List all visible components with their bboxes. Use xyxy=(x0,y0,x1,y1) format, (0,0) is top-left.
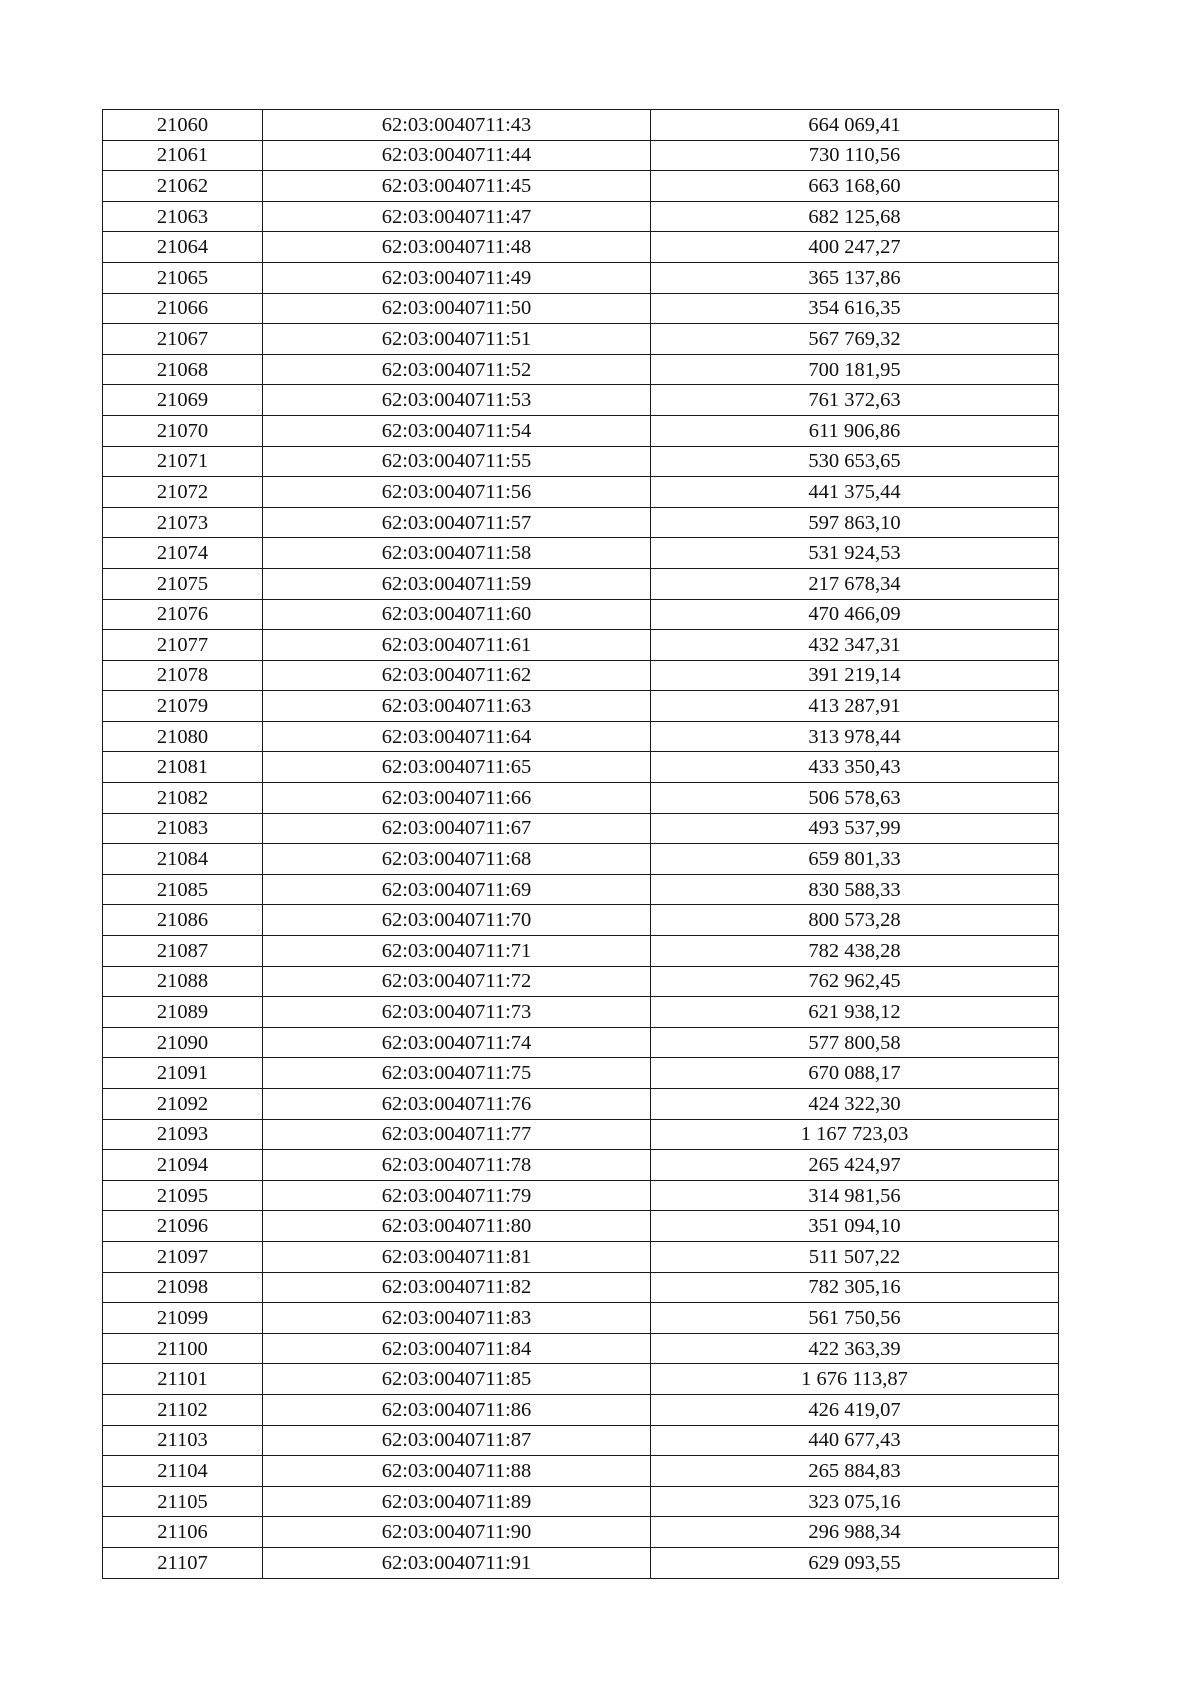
table-row xyxy=(103,1547,1059,1578)
cadastral-number-cell: 62:03:0040711:71 xyxy=(263,936,651,967)
cadastral-number-cell: 62:03:0040711:88 xyxy=(263,1456,651,1487)
cadastral-value-cell: 351 094,10 xyxy=(651,1211,1059,1242)
row-number-cell: 21064 xyxy=(103,232,263,263)
table-row xyxy=(103,171,1059,202)
table-row xyxy=(103,568,1059,599)
cadastral-value-cell: 530 653,65 xyxy=(651,446,1059,477)
cadastral-value-cell: 422 363,39 xyxy=(651,1333,1059,1364)
row-number-cell: 21104 xyxy=(103,1456,263,1487)
cadastral-number-cell: 62:03:0040711:68 xyxy=(263,844,651,875)
table-row xyxy=(103,538,1059,569)
row-number-cell: 21088 xyxy=(103,966,263,997)
cadastral-value-cell: 365 137,86 xyxy=(651,262,1059,293)
row-number-cell: 21080 xyxy=(103,721,263,752)
table-row xyxy=(103,232,1059,263)
table-row xyxy=(103,1272,1059,1303)
cadastral-number-cell: 62:03:0040711:53 xyxy=(263,385,651,416)
cadastral-value-cell: 354 616,35 xyxy=(651,293,1059,324)
cadastral-number-cell: 62:03:0040711:79 xyxy=(263,1180,651,1211)
cadastral-value-cell: 782 438,28 xyxy=(651,936,1059,967)
table-row xyxy=(103,813,1059,844)
cadastral-value-cell: 391 219,14 xyxy=(651,660,1059,691)
cadastral-value-cell: 265 884,83 xyxy=(651,1456,1059,1487)
cadastral-value-cell: 1 167 723,03 xyxy=(651,1119,1059,1150)
cadastral-value-cell: 296 988,34 xyxy=(651,1517,1059,1548)
table-row xyxy=(103,507,1059,538)
table-row xyxy=(103,752,1059,783)
cadastral-value-cell: 682 125,68 xyxy=(651,201,1059,232)
cadastral-number-cell: 62:03:0040711:62 xyxy=(263,660,651,691)
row-number-cell: 21061 xyxy=(103,140,263,171)
row-number-cell: 21066 xyxy=(103,293,263,324)
table-row xyxy=(103,874,1059,905)
cadastral-number-cell: 62:03:0040711:81 xyxy=(263,1241,651,1272)
cadastral-number-cell: 62:03:0040711:70 xyxy=(263,905,651,936)
cadastral-number-cell: 62:03:0040711:72 xyxy=(263,966,651,997)
cadastral-value-cell: 470 466,09 xyxy=(651,599,1059,630)
cadastral-number-cell: 62:03:0040711:55 xyxy=(263,446,651,477)
cadastral-value-cell: 424 322,30 xyxy=(651,1089,1059,1120)
cadastral-number-cell: 62:03:0040711:43 xyxy=(263,110,651,141)
cadastral-number-cell: 62:03:0040711:73 xyxy=(263,997,651,1028)
cadastral-number-cell: 62:03:0040711:57 xyxy=(263,507,651,538)
cadastral-value-cell: 433 350,43 xyxy=(651,752,1059,783)
row-number-cell: 21092 xyxy=(103,1089,263,1120)
row-number-cell: 21090 xyxy=(103,1027,263,1058)
row-number-cell: 21103 xyxy=(103,1425,263,1456)
cadastral-value-cell: 577 800,58 xyxy=(651,1027,1059,1058)
cadastral-value-cell: 413 287,91 xyxy=(651,691,1059,722)
cadastral-number-cell: 62:03:0040711:84 xyxy=(263,1333,651,1364)
cadastral-number-cell: 62:03:0040711:49 xyxy=(263,262,651,293)
cadastral-value-cell: 659 801,33 xyxy=(651,844,1059,875)
cadastral-value-cell: 700 181,95 xyxy=(651,354,1059,385)
cadastral-number-cell: 62:03:0040711:56 xyxy=(263,477,651,508)
row-number-cell: 21096 xyxy=(103,1211,263,1242)
table-row xyxy=(103,660,1059,691)
cadastral-value-cell: 629 093,55 xyxy=(651,1547,1059,1578)
row-number-cell: 21084 xyxy=(103,844,263,875)
table-row xyxy=(103,630,1059,661)
cadastral-number-cell: 62:03:0040711:90 xyxy=(263,1517,651,1548)
cadastral-number-cell: 62:03:0040711:76 xyxy=(263,1089,651,1120)
cadastral-number-cell: 62:03:0040711:58 xyxy=(263,538,651,569)
row-number-cell: 21062 xyxy=(103,171,263,202)
row-number-cell: 21086 xyxy=(103,905,263,936)
row-number-cell: 21089 xyxy=(103,997,263,1028)
table-row xyxy=(103,691,1059,722)
row-number-cell: 21060 xyxy=(103,110,263,141)
table-row xyxy=(103,721,1059,752)
table-row xyxy=(103,262,1059,293)
cadastral-number-cell: 62:03:0040711:61 xyxy=(263,630,651,661)
cadastral-value-cell: 440 677,43 xyxy=(651,1425,1059,1456)
cadastral-number-cell: 62:03:0040711:67 xyxy=(263,813,651,844)
cadastral-value-cell: 663 168,60 xyxy=(651,171,1059,202)
table-row xyxy=(103,1394,1059,1425)
table-row xyxy=(103,1364,1059,1395)
cadastral-value-cell: 217 678,34 xyxy=(651,568,1059,599)
cadastral-value-cell: 426 419,07 xyxy=(651,1394,1059,1425)
row-number-cell: 21078 xyxy=(103,660,263,691)
cadastral-value-cell: 670 088,17 xyxy=(651,1058,1059,1089)
row-number-cell: 21083 xyxy=(103,813,263,844)
table-row xyxy=(103,936,1059,967)
row-number-cell: 21065 xyxy=(103,262,263,293)
table-row xyxy=(103,1333,1059,1364)
cadastral-number-cell: 62:03:0040711:66 xyxy=(263,783,651,814)
cadastral-number-cell: 62:03:0040711:89 xyxy=(263,1486,651,1517)
table-body xyxy=(103,110,1059,1579)
cadastral-value-cell: 611 906,86 xyxy=(651,415,1059,446)
cadastral-number-cell: 62:03:0040711:87 xyxy=(263,1425,651,1456)
row-number-cell: 21063 xyxy=(103,201,263,232)
cadastral-number-cell: 62:03:0040711:91 xyxy=(263,1547,651,1578)
row-number-cell: 21105 xyxy=(103,1486,263,1517)
row-number-cell: 21073 xyxy=(103,507,263,538)
table-row xyxy=(103,1303,1059,1334)
cadastral-value-cell: 730 110,56 xyxy=(651,140,1059,171)
cadastral-value-cell: 762 962,45 xyxy=(651,966,1059,997)
cadastral-number-cell: 62:03:0040711:60 xyxy=(263,599,651,630)
row-number-cell: 21091 xyxy=(103,1058,263,1089)
cadastral-value-cell: 531 924,53 xyxy=(651,538,1059,569)
cadastral-value-table xyxy=(102,109,1059,1579)
table-row xyxy=(103,1486,1059,1517)
table-row xyxy=(103,446,1059,477)
table-row xyxy=(103,966,1059,997)
row-number-cell: 21077 xyxy=(103,630,263,661)
table-row xyxy=(103,1027,1059,1058)
row-number-cell: 21082 xyxy=(103,783,263,814)
table-row xyxy=(103,1150,1059,1181)
row-number-cell: 21075 xyxy=(103,568,263,599)
cadastral-value-cell: 506 578,63 xyxy=(651,783,1059,814)
row-number-cell: 21102 xyxy=(103,1394,263,1425)
table-row xyxy=(103,1058,1059,1089)
cadastral-value-cell: 493 537,99 xyxy=(651,813,1059,844)
cadastral-number-cell: 62:03:0040711:77 xyxy=(263,1119,651,1150)
cadastral-number-cell: 62:03:0040711:74 xyxy=(263,1027,651,1058)
table-row xyxy=(103,1425,1059,1456)
cadastral-number-cell: 62:03:0040711:44 xyxy=(263,140,651,171)
cadastral-number-cell: 62:03:0040711:83 xyxy=(263,1303,651,1334)
cadastral-number-cell: 62:03:0040711:45 xyxy=(263,171,651,202)
cadastral-value-cell: 597 863,10 xyxy=(651,507,1059,538)
table-row xyxy=(103,140,1059,171)
table-row xyxy=(103,1180,1059,1211)
row-number-cell: 21081 xyxy=(103,752,263,783)
table-row xyxy=(103,1517,1059,1548)
row-number-cell: 21098 xyxy=(103,1272,263,1303)
cadastral-value-cell: 432 347,31 xyxy=(651,630,1059,661)
table-row xyxy=(103,1211,1059,1242)
cadastral-value-cell: 314 981,56 xyxy=(651,1180,1059,1211)
cadastral-number-cell: 62:03:0040711:82 xyxy=(263,1272,651,1303)
table-row xyxy=(103,1241,1059,1272)
cadastral-value-cell: 567 769,32 xyxy=(651,324,1059,355)
table-row xyxy=(103,354,1059,385)
table-row xyxy=(103,477,1059,508)
cadastral-number-cell: 62:03:0040711:59 xyxy=(263,568,651,599)
table-row xyxy=(103,385,1059,416)
cadastral-number-cell: 62:03:0040711:78 xyxy=(263,1150,651,1181)
cadastral-value-cell: 1 676 113,87 xyxy=(651,1364,1059,1395)
cadastral-number-cell: 62:03:0040711:50 xyxy=(263,293,651,324)
cadastral-number-cell: 62:03:0040711:63 xyxy=(263,691,651,722)
cadastral-value-cell: 400 247,27 xyxy=(651,232,1059,263)
row-number-cell: 21067 xyxy=(103,324,263,355)
cadastral-value-cell: 800 573,28 xyxy=(651,905,1059,936)
row-number-cell: 21069 xyxy=(103,385,263,416)
cadastral-number-cell: 62:03:0040711:54 xyxy=(263,415,651,446)
cadastral-value-cell: 561 750,56 xyxy=(651,1303,1059,1334)
table-row xyxy=(103,1119,1059,1150)
row-number-cell: 21076 xyxy=(103,599,263,630)
table-row xyxy=(103,599,1059,630)
row-number-cell: 21094 xyxy=(103,1150,263,1181)
row-number-cell: 21101 xyxy=(103,1364,263,1395)
cadastral-value-cell: 265 424,97 xyxy=(651,1150,1059,1181)
cadastral-number-cell: 62:03:0040711:47 xyxy=(263,201,651,232)
table-row xyxy=(103,1456,1059,1487)
row-number-cell: 21079 xyxy=(103,691,263,722)
row-number-cell: 21099 xyxy=(103,1303,263,1334)
cadastral-number-cell: 62:03:0040711:80 xyxy=(263,1211,651,1242)
cadastral-value-cell: 313 978,44 xyxy=(651,721,1059,752)
cadastral-number-cell: 62:03:0040711:48 xyxy=(263,232,651,263)
row-number-cell: 21087 xyxy=(103,936,263,967)
cadastral-number-cell: 62:03:0040711:64 xyxy=(263,721,651,752)
table-row xyxy=(103,293,1059,324)
table-row xyxy=(103,783,1059,814)
cadastral-value-cell: 664 069,41 xyxy=(651,110,1059,141)
table-row xyxy=(103,997,1059,1028)
cadastral-value-cell: 441 375,44 xyxy=(651,477,1059,508)
table-row xyxy=(103,201,1059,232)
cadastral-number-cell: 62:03:0040711:51 xyxy=(263,324,651,355)
cadastral-number-cell: 62:03:0040711:85 xyxy=(263,1364,651,1395)
cadastral-number-cell: 62:03:0040711:86 xyxy=(263,1394,651,1425)
cadastral-value-cell: 511 507,22 xyxy=(651,1241,1059,1272)
row-number-cell: 21085 xyxy=(103,874,263,905)
row-number-cell: 21072 xyxy=(103,477,263,508)
table-row xyxy=(103,415,1059,446)
row-number-cell: 21068 xyxy=(103,354,263,385)
row-number-cell: 21070 xyxy=(103,415,263,446)
row-number-cell: 21106 xyxy=(103,1517,263,1548)
row-number-cell: 21071 xyxy=(103,446,263,477)
cadastral-value-cell: 761 372,63 xyxy=(651,385,1059,416)
table-row xyxy=(103,905,1059,936)
cadastral-number-cell: 62:03:0040711:65 xyxy=(263,752,651,783)
row-number-cell: 21093 xyxy=(103,1119,263,1150)
cadastral-number-cell: 62:03:0040711:52 xyxy=(263,354,651,385)
table-row xyxy=(103,1089,1059,1120)
cadastral-number-cell: 62:03:0040711:75 xyxy=(263,1058,651,1089)
cadastral-value-cell: 621 938,12 xyxy=(651,997,1059,1028)
table-row xyxy=(103,110,1059,141)
cadastral-value-cell: 323 075,16 xyxy=(651,1486,1059,1517)
row-number-cell: 21097 xyxy=(103,1241,263,1272)
document-page xyxy=(102,109,1058,1579)
table-row xyxy=(103,844,1059,875)
cadastral-number-cell: 62:03:0040711:69 xyxy=(263,874,651,905)
cadastral-value-cell: 830 588,33 xyxy=(651,874,1059,905)
table-row xyxy=(103,324,1059,355)
row-number-cell: 21100 xyxy=(103,1333,263,1364)
row-number-cell: 21095 xyxy=(103,1180,263,1211)
row-number-cell: 21107 xyxy=(103,1547,263,1578)
cadastral-value-cell: 782 305,16 xyxy=(651,1272,1059,1303)
row-number-cell: 21074 xyxy=(103,538,263,569)
